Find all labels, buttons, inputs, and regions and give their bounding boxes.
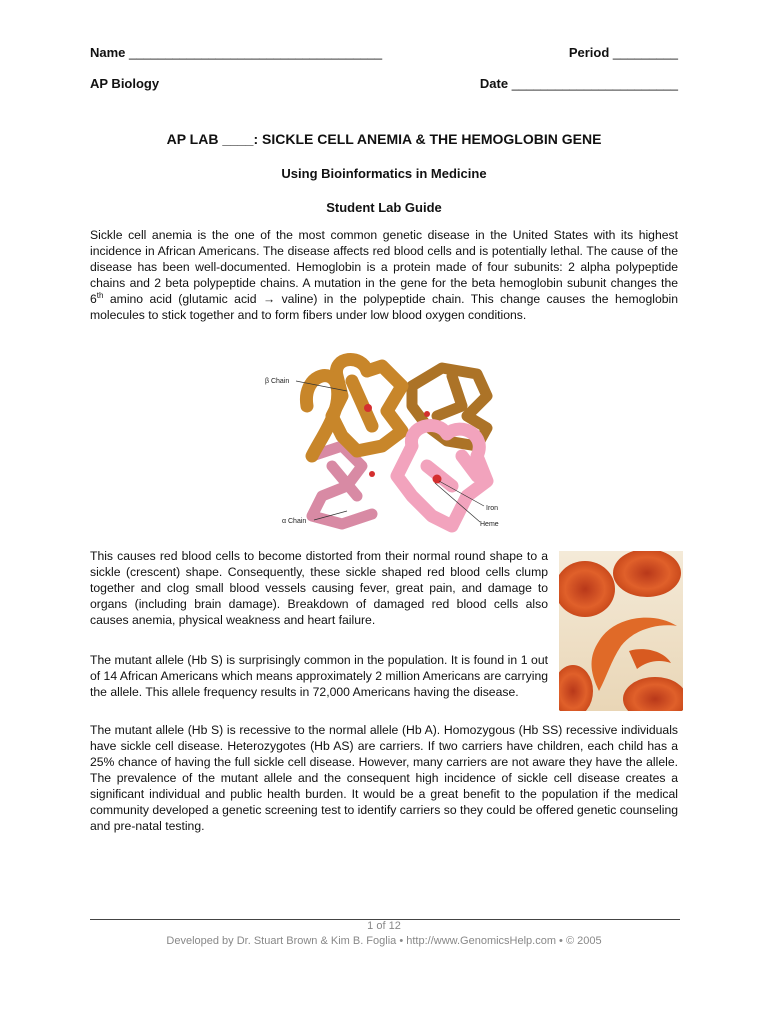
heme-group [364,404,372,412]
subtitle: Using Bioinformatics in Medicine [281,166,487,181]
iron-label: Iron [486,505,499,512]
date-label: Date [479,76,509,91]
header-row-1 [90,45,678,60]
heme-group [433,475,442,484]
red-blood-cell [613,551,681,597]
name-blank: ___________________________________ [129,45,383,60]
date-field [480,76,678,91]
intro-text-a: Sickle cell anemia is the one of the most common genetic disease in the United States with its highest incidence in African Americans. The disease affects red blood cells and is potentially lethal. The cause of the disease has been well-documented. Hemoglobin is a protein made of four subunits: 2 alpha polypeptide chains and 2 beta polypeptide chains. A mutation in the gene for the beta hemoglobin subunit changes the 6 [90,228,678,306]
lab-title: AP LAB ____: SICKLE CELL ANEMIA & THE HEMOGLOBIN GENE [166,131,602,147]
date-blank: _______________________ [511,76,678,91]
footer-credit: Developed by Dr. Stuart Brown & Kim B. Foglia • http://www.GenomicsHelp.com • © 2005 [166,935,602,947]
intro-text-b: amino acid (glutamic acid → valine) in the polypeptide chain. This change causes the hemoglobin molecules to stick together and to form fibers under low blood oxygen conditions. [90,292,678,322]
period-blank: _________ [612,45,678,60]
name-label: Name [90,45,126,60]
header-row-2 [90,76,678,91]
period-label: Period [568,45,610,60]
heme-label: Heme [480,521,499,528]
guide-title: Student Lab Guide [326,200,442,215]
ordinal-suffix: th [96,290,104,300]
period-field [569,45,678,60]
course-label: AP Biology [90,76,160,91]
heme-group [369,471,375,477]
alpha-chain-label: α Chain [282,518,307,525]
beta-chain-label: β Chain [265,378,290,385]
inheritance-paragraph: The mutant allele (Hb S) is recessive to the normal allele (Hb A). Homozygous (Hb SS) recessive individuals have sickle cell disease. Heterozygotes (Hb AS) are carriers. If two carriers have children, each child has a 25% chance of having the full sickle cell disease. However, many carriers are not aware they have the allele. The prevalence of the mutant allele and the consequent high incidence of sickle cell disease creates a significant individual and public health burden. It would be a great benefit to the population if the medical community developed a genetic screening test to identify carriers so they could be offered genetic counseling and pre-natal testing. [90,723,678,833]
name-field [90,45,382,60]
page-number: 1 of 12 [367,920,401,932]
allele-frequency-paragraph: The mutant allele (Hb S) is surprisingly common in the population. It is found in 1 out of 14 African Americans which means approximately 2 million Americans are carrying the allele. This allele frequency results in 72,000 Americans having the disease. [90,653,548,699]
heme-group [424,411,430,417]
sickle-cell-photo [559,551,683,711]
hemoglobin-structure-figure [262,346,512,534]
sickle-shape-paragraph: This causes red blood cells to become distorted from their normal round shape to a sickle (crescent) shape. Consequently, these sickle shaped red blood cells clump together and clog small blood vessels causing fever, great pain, and damage to organs (including brain damage). Breakdown of damaged red blood cells also causes anemia, physical weakness and heart failure. [90,549,548,627]
intro-paragraph [90,227,678,323]
